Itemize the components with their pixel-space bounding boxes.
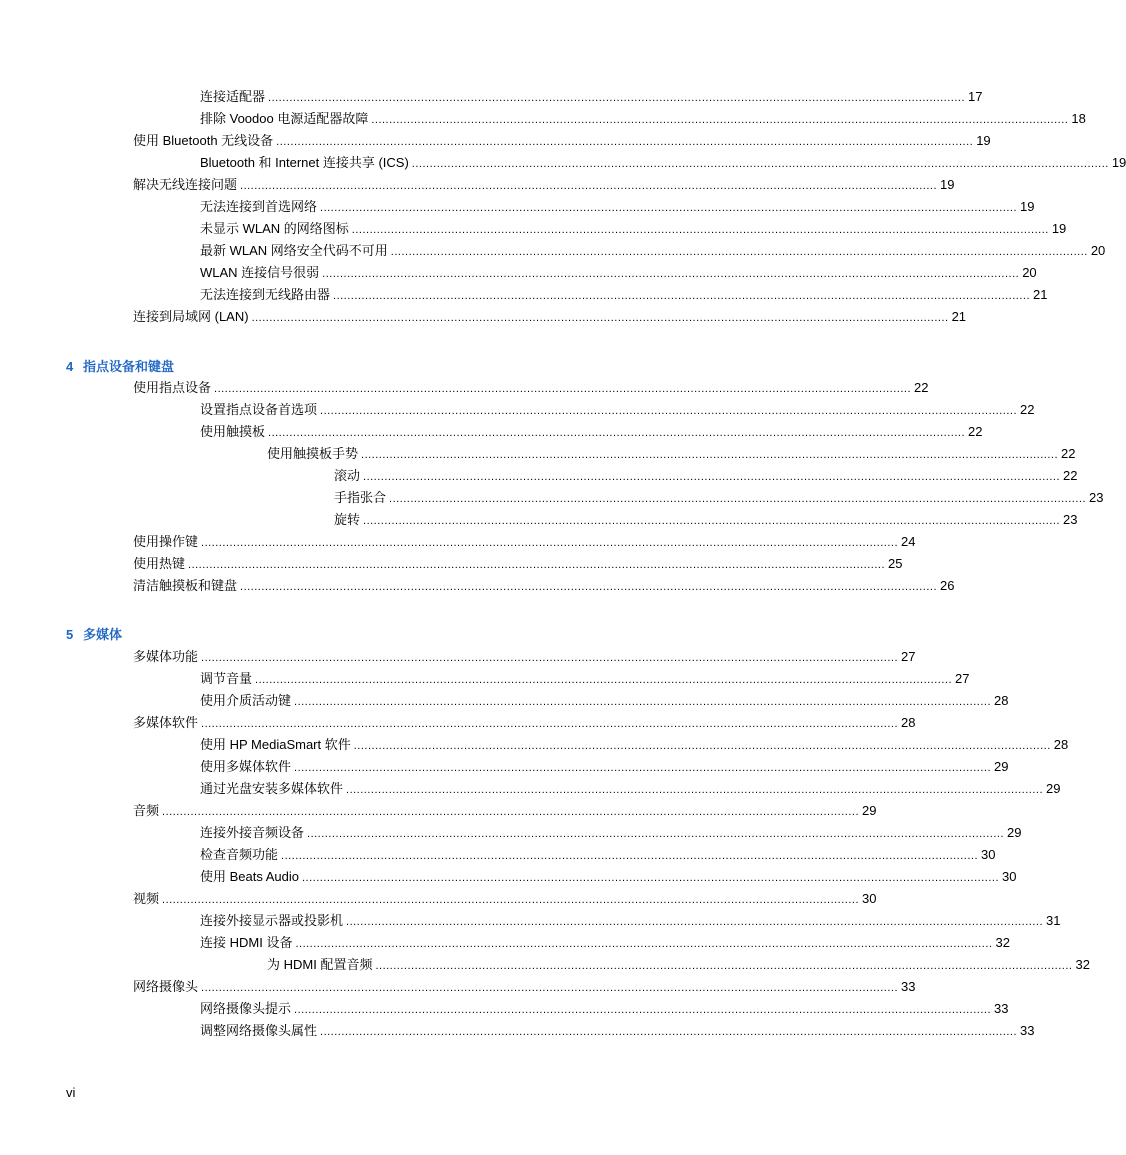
- toc-entry-title: 连接到局域网 (LAN): [133, 309, 249, 324]
- toc-entry-title: 视频: [133, 891, 160, 906]
- toc-entry[interactable]: [200, 153, 1126, 173]
- toc-entry-page: 23: [1089, 490, 1104, 505]
- toc-entry[interactable]: [200, 87, 983, 107]
- toc-entry-page: 30: [1002, 869, 1017, 884]
- dot-leader: ....................................................................................................................................................................................................: [353, 740, 1051, 752]
- toc-entry[interactable]: [200, 1021, 1035, 1041]
- toc-entry-title: 音频: [133, 803, 160, 818]
- toc-entry-title: 使用 Beats Audio: [200, 869, 299, 884]
- toc-entry-page: 22: [1063, 468, 1078, 483]
- toc-entry-page: 26: [940, 578, 955, 593]
- toc-entry-title: 旋转: [334, 512, 361, 527]
- dot-leader: ....................................................................................................................................................................................................: [201, 537, 899, 549]
- toc-entry-title: 滚动: [334, 468, 361, 483]
- toc-entry[interactable]: [200, 422, 983, 442]
- toc-entry-title: 使用触摸板手势: [267, 446, 359, 461]
- toc-entry[interactable]: [267, 444, 1076, 464]
- toc-entry[interactable]: [200, 285, 1048, 305]
- toc-entry[interactable]: [200, 911, 1061, 931]
- toc-entry-page: 19: [1111, 155, 1126, 170]
- chapter-heading[interactable]: [66, 625, 122, 645]
- toc-entry-title: 连接 HDMI 设备: [200, 935, 293, 950]
- toc-entry[interactable]: [334, 488, 1104, 508]
- toc-entry[interactable]: [133, 576, 955, 596]
- toc-entry-page: 29: [994, 759, 1009, 774]
- dot-leader: ....................................................................................................................................................................................................: [351, 224, 1049, 236]
- dot-leader: ....................................................................................................................................................................................................: [307, 828, 1005, 840]
- chapter-number: 5: [66, 627, 74, 642]
- toc-entry-title: 未显示 WLAN 的网络图标: [200, 221, 349, 236]
- toc-entry-title: 连接适配器: [200, 89, 266, 104]
- dot-leader: ....................................................................................................................................................................................................: [294, 1004, 992, 1016]
- dot-leader: ....................................................................................................................................................................................................: [268, 92, 966, 104]
- toc-entry-title: 最新 WLAN 网络安全代码不可用: [200, 243, 388, 258]
- dot-leader: ....................................................................................................................................................................................................: [240, 581, 938, 593]
- toc-entry-title: 手指张合: [334, 490, 387, 505]
- toc-entry[interactable]: [200, 867, 1017, 887]
- toc-entry-title: 连接外接音频设备: [200, 825, 305, 840]
- dot-leader: ....................................................................................................................................................................................................: [276, 136, 974, 148]
- dot-leader: ....................................................................................................................................................................................................: [371, 114, 1069, 126]
- toc-entry-page: 22: [914, 380, 929, 395]
- toc-entry-title: 清洁触摸板和键盘: [133, 578, 238, 593]
- toc-entry-title: 使用热键: [133, 556, 186, 571]
- toc-entry-title: 使用介质活动键: [200, 693, 292, 708]
- dot-leader: ....................................................................................................................................................................................................: [251, 312, 949, 324]
- dot-leader: ....................................................................................................................................................................................................: [281, 850, 979, 862]
- toc-entry-page: 21: [951, 309, 967, 324]
- dot-leader: ....................................................................................................................................................................................................: [302, 872, 1000, 884]
- toc-entry-title: 解决无线连接问题: [133, 177, 238, 192]
- dot-leader: ....................................................................................................................................................................................................: [295, 938, 993, 950]
- dot-leader: ....................................................................................................................................................................................................: [162, 894, 860, 906]
- toc-entry[interactable]: [267, 955, 1090, 975]
- dot-leader: ....................................................................................................................................................................................................: [361, 449, 1059, 461]
- dot-leader: ....................................................................................................................................................................................................: [214, 383, 912, 395]
- dot-leader: ....................................................................................................................................................................................................: [333, 290, 1031, 302]
- toc-entry[interactable]: [200, 823, 1022, 843]
- toc-entry[interactable]: [133, 889, 877, 909]
- dot-leader: ....................................................................................................................................................................................................: [201, 652, 899, 664]
- dot-leader: ....................................................................................................................................................................................................: [162, 806, 860, 818]
- toc-entry-title: 通过光盘安装多媒体软件: [200, 781, 344, 796]
- dot-leader: ....................................................................................................................................................................................................: [390, 246, 1088, 258]
- dot-leader: ....................................................................................................................................................................................................: [363, 515, 1061, 527]
- toc-entry-page: 19: [940, 177, 955, 192]
- chapter-title: 多媒体: [83, 627, 123, 642]
- toc-entry-page: 17: [968, 89, 983, 104]
- toc-entry-page: 28: [1053, 737, 1069, 752]
- toc-entry[interactable]: [133, 131, 991, 151]
- toc-entry[interactable]: [334, 510, 1078, 530]
- toc-entry[interactable]: [133, 713, 916, 733]
- dot-leader: ....................................................................................................................................................................................................: [201, 718, 899, 730]
- dot-leader: ....................................................................................................................................................................................................: [346, 784, 1044, 796]
- dot-leader: ....................................................................................................................................................................................................: [363, 471, 1061, 483]
- dot-leader: ....................................................................................................................................................................................................: [322, 268, 1020, 280]
- toc-entry-page: 18: [1071, 111, 1086, 126]
- toc-entry-title: 使用触摸板: [200, 424, 266, 439]
- toc-entry-title: 无法连接到首选网络: [200, 199, 318, 214]
- toc-entry-title: 设置指点设备首选项: [200, 402, 318, 417]
- toc-entry[interactable]: [133, 977, 916, 997]
- chapter-heading[interactable]: [66, 357, 174, 377]
- dot-leader: ....................................................................................................................................................................................................: [255, 674, 953, 686]
- toc-entry[interactable]: [200, 263, 1037, 283]
- toc-entry-page: 22: [1020, 402, 1035, 417]
- toc-entry[interactable]: [133, 532, 916, 552]
- toc-entry-title: 为 HDMI 配置音频: [267, 957, 373, 972]
- toc-entry[interactable]: [133, 554, 903, 574]
- dot-leader: ....................................................................................................................................................................................................: [201, 982, 899, 994]
- toc-entry-page: 29: [1007, 825, 1022, 840]
- toc-entry[interactable]: [200, 109, 1086, 129]
- toc-entry-page: 29: [862, 803, 877, 818]
- toc-entry-page: 32: [1075, 957, 1090, 972]
- dot-leader: ....................................................................................................................................................................................................: [320, 202, 1018, 214]
- toc-entry[interactable]: [200, 779, 1061, 799]
- toc-entry[interactable]: [334, 466, 1078, 486]
- toc-entry-title: 多媒体软件: [133, 715, 199, 730]
- dot-leader: ....................................................................................................................................................................................................: [375, 960, 1073, 972]
- toc-entry-title: 调整网络摄像头属性: [200, 1023, 318, 1038]
- toc-entry-title: 检查音频功能: [200, 847, 279, 862]
- dot-leader: ....................................................................................................................................................................................................: [346, 916, 1044, 928]
- page-folio: vi: [66, 1085, 76, 1100]
- toc-entry[interactable]: [133, 801, 877, 821]
- toc-entry-title: 使用指点设备: [133, 380, 212, 395]
- dot-leader: ....................................................................................................................................................................................................: [294, 762, 992, 774]
- toc-entry-title: Bluetooth 和 Internet 连接共享 (ICS): [200, 155, 409, 170]
- toc-entry-title: 使用 HP MediaSmart 软件: [200, 737, 351, 752]
- chapter-number: 4: [66, 359, 74, 374]
- toc-entry-page: 22: [1061, 446, 1076, 461]
- toc-entry[interactable]: [133, 647, 916, 667]
- toc-entry-title: WLAN 连接信号很弱: [200, 265, 320, 280]
- dot-leader: ....................................................................................................................................................................................................: [188, 559, 886, 571]
- toc-entry[interactable]: [200, 197, 1035, 217]
- toc-entry[interactable]: [133, 175, 955, 195]
- dot-leader: ....................................................................................................................................................................................................: [240, 180, 938, 192]
- toc-entry-page: 29: [1046, 781, 1061, 796]
- toc-entry[interactable]: [200, 999, 1009, 1019]
- toc-entry-title: 无法连接到无线路由器: [200, 287, 331, 302]
- toc-entry-title: 多媒体功能: [133, 649, 199, 664]
- toc-entry-title: 排除 Voodoo 电源适配器故障: [200, 111, 369, 126]
- toc-entry-page: 20: [1090, 243, 1106, 258]
- toc-entry[interactable]: [200, 219, 1067, 239]
- toc-entry-page: 28: [994, 693, 1009, 708]
- toc-entry-page: 30: [862, 891, 877, 906]
- toc-entry-page: 30: [981, 847, 996, 862]
- toc-entry-title: 使用操作键: [133, 534, 199, 549]
- toc-entry-title: 调节音量: [200, 671, 253, 686]
- toc-entry-title: 网络摄像头提示: [200, 1001, 292, 1016]
- toc-entry-title: 连接外接显示器或投影机: [200, 913, 344, 928]
- toc-entry-page: 31: [1046, 913, 1061, 928]
- toc-entry-page: 24: [901, 534, 916, 549]
- toc-entry-page: 19: [1051, 221, 1067, 236]
- toc-entry-page: 25: [888, 556, 903, 571]
- dot-leader: ....................................................................................................................................................................................................: [320, 405, 1018, 417]
- toc-entry-page: 21: [1033, 287, 1048, 302]
- toc-entry-page: 27: [901, 649, 916, 664]
- dot-leader: ....................................................................................................................................................................................................: [294, 696, 992, 708]
- toc-entry[interactable]: [200, 691, 1009, 711]
- dot-leader: ....................................................................................................................................................................................................: [268, 427, 966, 439]
- toc-entry[interactable]: [200, 845, 996, 865]
- chapter-title: 指点设备和键盘: [83, 359, 175, 374]
- toc-entry[interactable]: [200, 669, 970, 689]
- toc-entry-page: 23: [1063, 512, 1078, 527]
- toc-entry-page: 27: [955, 671, 970, 686]
- toc-entry-page: 28: [901, 715, 916, 730]
- toc-entry-page: 32: [995, 935, 1010, 950]
- toc-entry[interactable]: [133, 307, 967, 327]
- toc-entry[interactable]: [200, 735, 1069, 755]
- dot-leader: ....................................................................................................................................................................................................: [320, 1026, 1018, 1038]
- toc-entry-page: 33: [994, 1001, 1009, 1016]
- toc-entry-title: 使用多媒体软件: [200, 759, 292, 774]
- toc-entry[interactable]: [200, 241, 1106, 261]
- toc-entry-page: 33: [1020, 1023, 1035, 1038]
- toc-entry[interactable]: [200, 757, 1009, 777]
- dot-leader: ....................................................................................................................................................................................................: [389, 493, 1087, 505]
- toc-entry-title: 使用 Bluetooth 无线设备: [133, 133, 274, 148]
- toc-entry-page: 20: [1022, 265, 1037, 280]
- toc-entry[interactable]: [200, 400, 1035, 420]
- toc-entry[interactable]: [200, 933, 1010, 953]
- toc-entry-page: 33: [901, 979, 916, 994]
- toc-entry[interactable]: [133, 378, 929, 398]
- toc-entry-page: 22: [968, 424, 983, 439]
- dot-leader: ....................................................................................................................................................................................................: [411, 158, 1109, 170]
- toc-entry-page: 19: [976, 133, 991, 148]
- toc-entry-page: 19: [1020, 199, 1035, 214]
- toc-entry-title: 网络摄像头: [133, 979, 199, 994]
